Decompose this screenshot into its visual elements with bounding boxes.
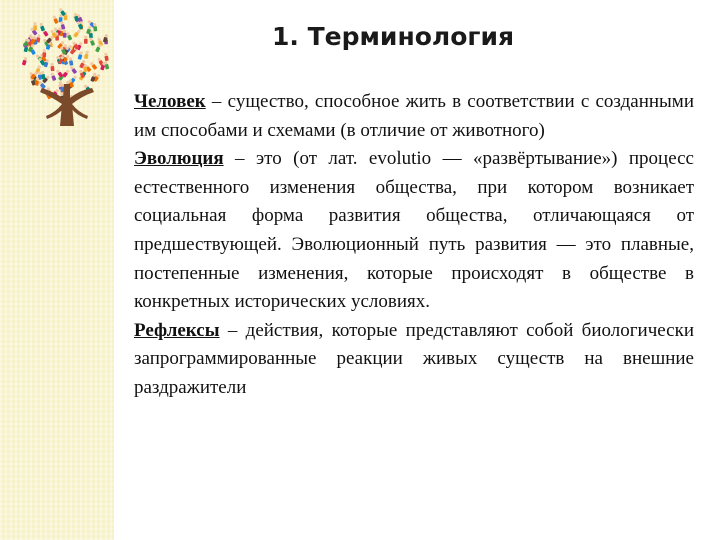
definitions-body [134, 88, 694, 403]
definition-reflexes [134, 317, 694, 403]
slide-title: 1. Терминология [272, 22, 515, 51]
term-reflexes: Рефлексы [134, 319, 220, 341]
definition-human-text: – существо, способное жить в соответствии с созданными им способами и схемами (в отличие от животного) [134, 91, 694, 141]
people-tree-icon [10, 8, 122, 128]
definition-human [134, 88, 694, 145]
term-evolution: Эволюция [134, 148, 224, 170]
definition-evolution [134, 145, 694, 317]
definition-reflexes-text: – действия, которые представляют собой биологически запрограммированные реакции живых существ на внешние раздражители [134, 319, 694, 398]
term-human: Человек [134, 91, 206, 112]
definition-evolution-text: – это (от лат. evolutio — «развёртывание») процесс естественного изменения общества, при котором возникает социальная форма развития общества, отличающаяся от предшествующей. Эволюционный путь развития — это плавные, постепенные изменения, которые происходят в обществе в конкретных исторических условиях. [134, 148, 694, 313]
